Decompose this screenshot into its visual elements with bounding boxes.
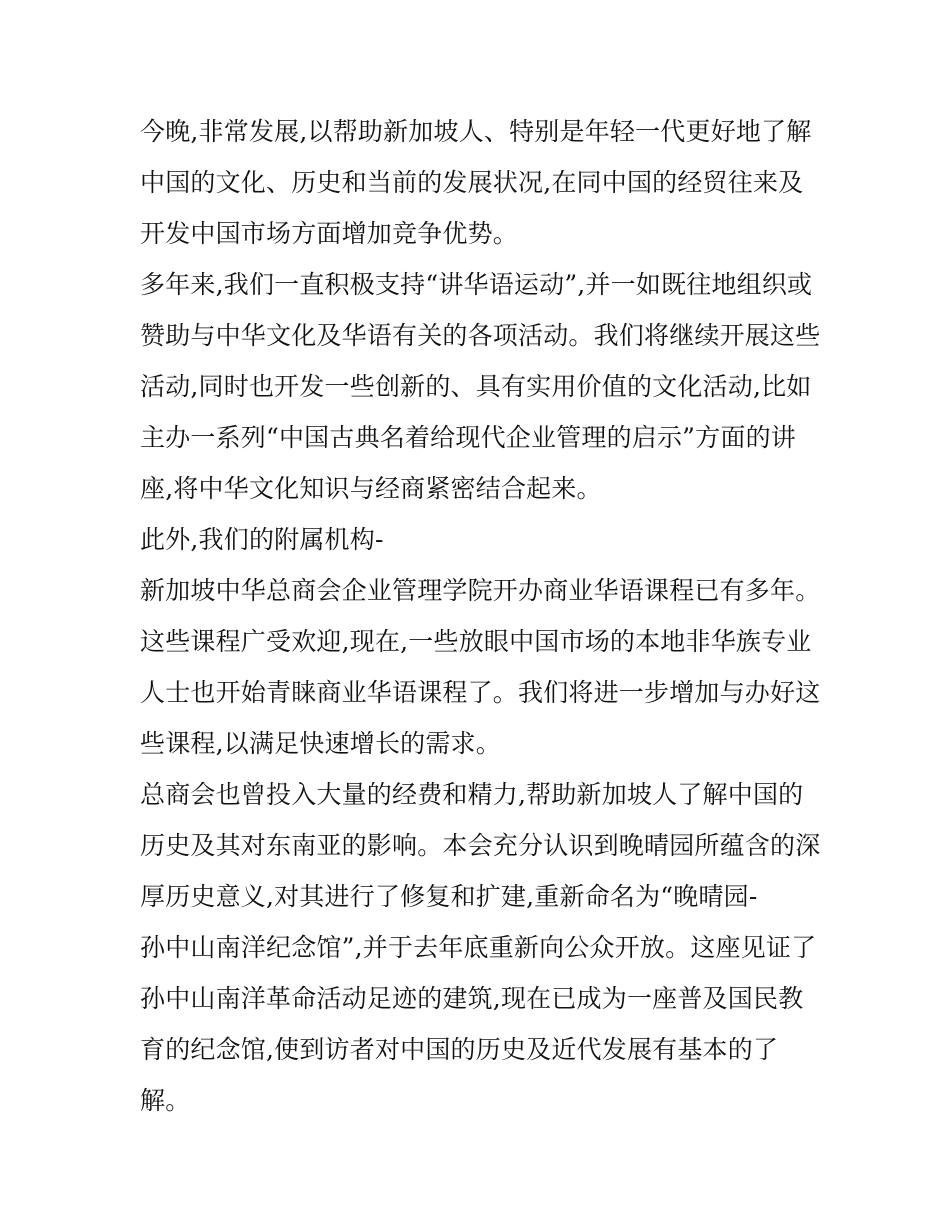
text-line: 今晚,非常发展,以帮助新加坡人、特别是年轻一代更好地了解 xyxy=(140,117,812,146)
text-line: 这些课程广受欢迎,现在,一些放眼中国市场的本地非华族专业 xyxy=(140,627,812,656)
text-line: 活动,同时也开发一些创新的、具有实用价值的文化活动,比如 xyxy=(140,372,812,401)
text-line: 解。 xyxy=(140,1086,191,1115)
text-line: 人士也开始青睐商业华语课程了。我们将进一步增加与办好这 xyxy=(140,678,821,707)
text-line: 历史及其对东南亚的影响。本会充分认识到晚晴园所蕴含的深 xyxy=(140,831,821,860)
text-line: 座,将中华文化知识与经商紧密结合起来。 xyxy=(140,474,602,503)
text-line: 孙中山南洋革命活动足迹的建筑,现在已成为一座普及国民教 xyxy=(140,984,804,1013)
document-body xyxy=(140,106,820,1126)
text-line: 赞助与中华文化及华语有关的各项活动。我们将继续开展这些 xyxy=(140,321,821,350)
text-line: 多年来,我们一直积极支持“讲华语运动”,并一如既往地组织或 xyxy=(140,270,813,299)
text-line: 此外,我们的附属机构- xyxy=(140,525,384,554)
text-line: 厚历史意义,对其进行了修复和扩建,重新命名为“晚晴园- xyxy=(140,882,758,911)
text-line: 主办一系列“中国古典名着给现代企业管理的启示”方面的讲 xyxy=(140,423,796,452)
text-line: 总商会也曾投入大量的经费和精力,帮助新加坡人了解中国的 xyxy=(140,780,804,809)
text-line: 孙中山南洋纪念馆”,并于去年底重新向公众开放。这座见证了 xyxy=(140,933,817,962)
text-line: 开发中国市场方面增加竞争优势。 xyxy=(140,219,519,248)
text-line: 新加坡中华总商会企业管理学院开办商业华语课程已有多年。 xyxy=(140,576,821,605)
text-line: 中国的文化、历史和当前的发展状况,在同中国的经贸往来及 xyxy=(140,168,804,197)
text-line: 育的纪念馆,使到访者对中国的历史及近代发展有基本的了 xyxy=(140,1035,779,1064)
text-line: 些课程,以满足快速增长的需求。 xyxy=(140,729,501,758)
